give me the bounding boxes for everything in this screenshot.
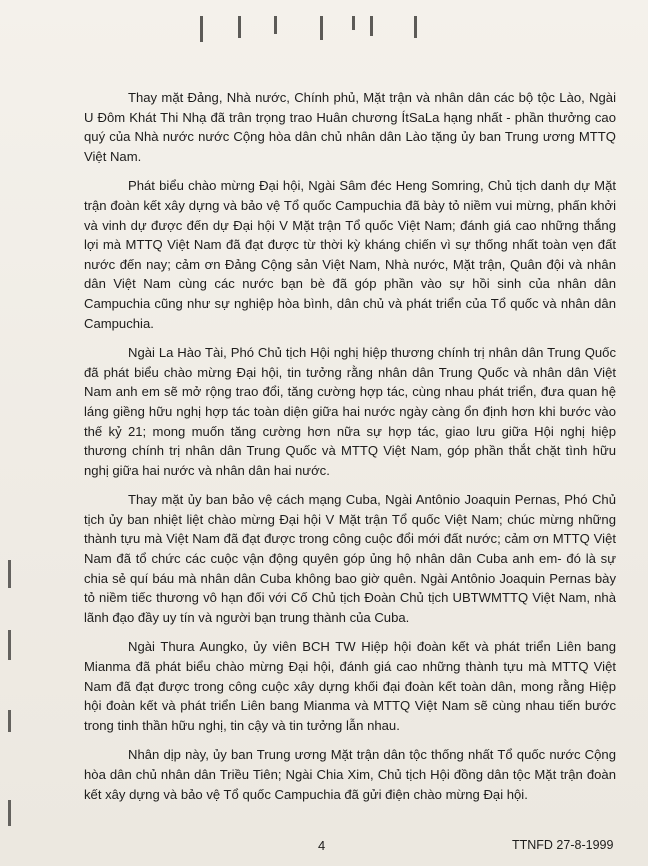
paragraph-cuba-speech: Thay mặt ủy ban bảo vệ cách mạng Cuba, Ngài Antônio Joaquin Pernas, Phó Chủ tịch ủy ban nhiệt liệt chào mừng Đại hội V Mặt trận Tổ quốc Việt Nam; chúc mừng những thành tựu mà Việt Nam đã đạt được trong công cuộc đổi mới đất nước; cảm ơn MTTQ Việt Nam đã tổ chức các cuộc vận động quyên góp ủng hộ nhân dân Cuba anh em- đó là sự chia sẻ quí báu mà nhân dân Cuba không bao giờ quên. Ngài Antônio Joaquin Pernas bày tỏ niềm tiếc thương vô hạn đối với Cố Chủ tịch Đoàn Chủ tịch UBTWMTTQ Việt Nam, nhà lãnh đạo đầy uy tín và người bạn trung thành của Cuba. [84, 492, 616, 625]
paragraph-china-speech: Ngài La Hào Tài, Phó Chủ tịch Hội nghị hiệp thương chính trị nhân dân Trung Quốc đã phát biểu chào mừng Đại hội, tin tưởng rằng nhân dân Trung Quốc và nhân dân Việt Nam anh em sẽ mở rộng trao đổi, tăng cường hợp tác, cùng nhau phát triển, đưa quan hệ láng giềng hữu nghị hợp tác toàn diện giữa hai nước ngày càng ổn định hơn khi bước vào thế kỷ 21; mong muốn tăng cường hơn nữa sự hợp tác, giao lưu giữa Hội nghị hiệp thương chính trị nhân dân Trung Quốc và MTTQ Việt Nam, góp phần thắt chặt tình hữu nghị giữa hai nước và nhân dân hai nước. [84, 345, 616, 478]
paragraph-congratulatory-telegrams: Nhân dịp này, ủy ban Trung ương Mặt trận dân tộc thống nhất Tổ quốc nước Cộng hòa dân chủ nhân dân Triều Tiên; Ngài Chia Xim, Chủ tịch Hội đồng dân tộc Mặt trận đoàn kết xây dựng và bảo vệ Tổ quốc Campuchia đã gửi điện chào mừng Đại hội. [84, 747, 616, 802]
paragraph-lao-award: Thay mặt Đảng, Nhà nước, Chính phủ, Mặt trận và nhân dân các bộ tộc Lào, Ngài U Đôm Khát Thi Nhạ đã trân trọng trao Huân chương ÍtSaLa hạng nhất - phần thưởng cao quý của Nhà nước nước Cộng hòa dân chủ nhân dân Lào tặng ủy ban Trung ương MTTQ Việt Nam. [84, 90, 616, 164]
margin-binding-marks [6, 560, 14, 860]
document-code: TTNFD 27-8-1999 [512, 838, 614, 852]
page-number: 4 [318, 838, 326, 853]
document-body [84, 88, 616, 810]
scan-artifact-marks [200, 8, 430, 48]
paragraph-cambodia-speech: Phát biểu chào mừng Đại hội, Ngài Sâm đéc Heng Somring, Chủ tịch danh dự Mặt trận đoàn kết xây dựng và bảo vệ Tổ quốc Campuchia đã bày tỏ niềm vui mừng, phấn khởi và vinh dự được đến dự Đại hội V Mặt trận Tổ quốc Việt Nam; đánh giá cao những thắng lợi mà MTTQ Việt Nam đã đạt được từ thời kỳ kháng chiến vì sự thống nhất toàn vẹn đất nước đến nay; cảm ơn Đảng Cộng sản Việt Nam, Nhà nước, Mặt trận, Quân đội và nhân dân Việt Nam cùng các nước bạn bè đã góp phần vào sự hồi sinh của nhân dân Campuchia cũng như sự nghiệp hòa bình, dân chủ và phát triển của Tổ quốc và nhân dân Campuchia. [84, 178, 616, 331]
paragraph-myanmar-speech: Ngài Thura Aungko, ủy viên BCH TW Hiệp hội đoàn kết và phát triển Liên bang Mianma đã phát biểu chào mừng Đại hội, đánh giá cao những thành tựu mà MTTQ Việt Nam đã đạt được trong công cuộc xây dựng khối đại đoàn kết toàn dân, mong rằng Hiệp hội đoàn kết và phát triển Liên bang Mianma và MTTQ Việt Nam sẽ cùng nhau tiến bước trong tinh thần hữu nghị, tin cậy và tin tưởng lẫn nhau. [84, 639, 616, 733]
